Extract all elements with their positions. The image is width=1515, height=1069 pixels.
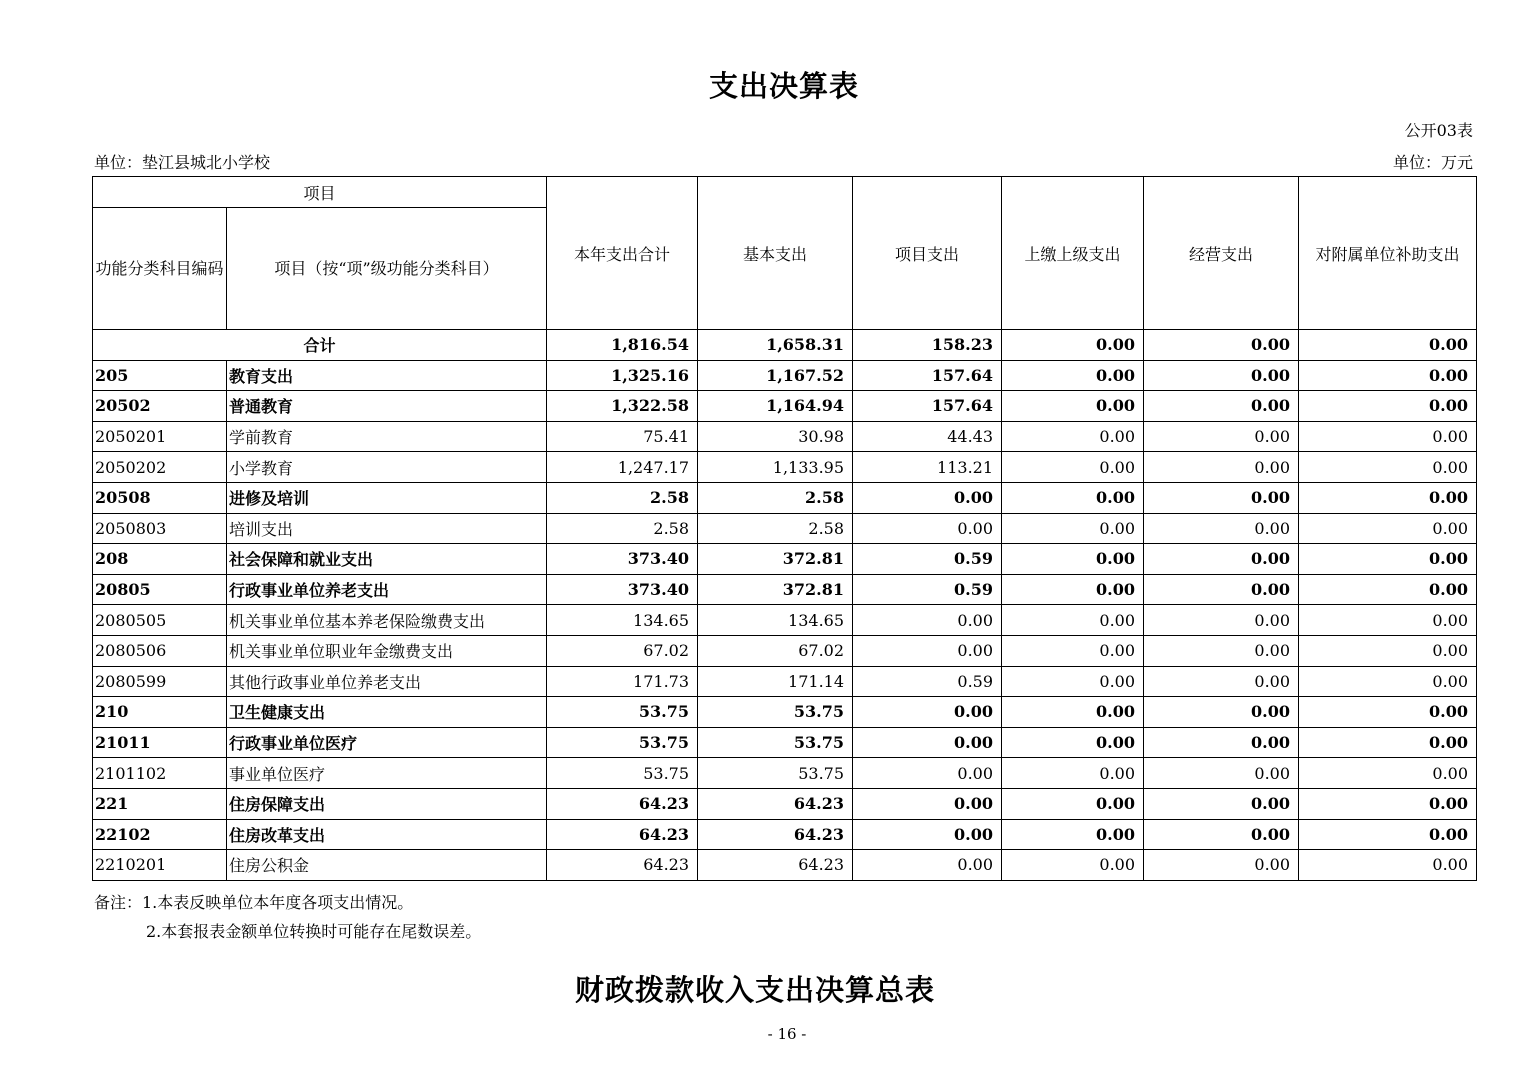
amount-cell: 0.00 bbox=[1144, 697, 1299, 728]
amount-cell: 372.81 bbox=[698, 574, 853, 605]
table-row bbox=[93, 758, 1477, 789]
note-line-2: 2.本套报表金额单位转换时可能存在尾数误差。 bbox=[146, 922, 482, 941]
func-code-cell: 21011 bbox=[93, 727, 227, 758]
amount-cell: 0.00 bbox=[1144, 850, 1299, 881]
amount-cell: 0.00 bbox=[853, 482, 1002, 513]
total-value: 1,816.54 bbox=[547, 330, 698, 361]
amount-cell: 0.00 bbox=[1299, 635, 1477, 666]
table-row bbox=[93, 574, 1477, 605]
amount-cell: 0.00 bbox=[1299, 727, 1477, 758]
amount-cell: 134.65 bbox=[547, 605, 698, 636]
amount-cell: 2.58 bbox=[547, 482, 698, 513]
page-number: - 16 - bbox=[767, 1025, 807, 1043]
func-name-cell: 小学教育 bbox=[227, 452, 547, 483]
header-project: 项目支出 bbox=[853, 177, 1002, 330]
total-value: 0.00 bbox=[1144, 330, 1299, 361]
func-name-cell: 教育支出 bbox=[227, 360, 547, 391]
amount-cell: 64.23 bbox=[547, 850, 698, 881]
amount-cell: 0.00 bbox=[1002, 666, 1144, 697]
amount-cell: 0.00 bbox=[1299, 421, 1477, 452]
amount-cell: 0.00 bbox=[1299, 574, 1477, 605]
amount-cell: 64.23 bbox=[547, 788, 698, 819]
amount-cell: 64.23 bbox=[698, 850, 853, 881]
func-name-cell: 住房公积金 bbox=[227, 850, 547, 881]
func-name-cell: 机关事业单位职业年金缴费支出 bbox=[227, 635, 547, 666]
func-code-cell: 22102 bbox=[93, 819, 227, 850]
func-name-cell: 行政事业单位医疗 bbox=[227, 727, 547, 758]
table-row bbox=[93, 391, 1477, 422]
amount-cell: 2.58 bbox=[698, 513, 853, 544]
func-name-cell: 普通教育 bbox=[227, 391, 547, 422]
table-row bbox=[93, 605, 1477, 636]
func-name-cell: 住房改革支出 bbox=[227, 819, 547, 850]
amount-cell: 1,322.58 bbox=[547, 391, 698, 422]
func-code-cell: 20805 bbox=[93, 574, 227, 605]
amount-cell: 0.00 bbox=[1299, 513, 1477, 544]
amount-cell: 157.64 bbox=[853, 391, 1002, 422]
amount-cell: 171.73 bbox=[547, 666, 698, 697]
func-name-cell: 事业单位医疗 bbox=[227, 758, 547, 789]
amount-cell: 0.00 bbox=[1299, 788, 1477, 819]
header-total: 本年支出合计 bbox=[547, 177, 698, 330]
table-row bbox=[93, 513, 1477, 544]
amount-cell: 44.43 bbox=[853, 421, 1002, 452]
total-value: 0.00 bbox=[1299, 330, 1477, 361]
amount-cell: 0.00 bbox=[853, 850, 1002, 881]
func-code-cell: 2050803 bbox=[93, 513, 227, 544]
amount-cell: 53.75 bbox=[547, 727, 698, 758]
func-code-cell: 210 bbox=[93, 697, 227, 728]
amount-cell: 0.00 bbox=[1144, 513, 1299, 544]
amount-cell: 0.00 bbox=[1299, 850, 1477, 881]
amount-cell: 0.00 bbox=[1144, 574, 1299, 605]
amount-cell: 0.00 bbox=[1299, 452, 1477, 483]
amount-cell: 0.00 bbox=[1002, 819, 1144, 850]
amount-cell: 0.00 bbox=[1144, 452, 1299, 483]
header-upper: 上缴上级支出 bbox=[1002, 177, 1144, 330]
total-value: 158.23 bbox=[853, 330, 1002, 361]
amount-cell: 0.00 bbox=[1144, 666, 1299, 697]
amount-cell: 0.00 bbox=[1299, 666, 1477, 697]
amount-cell: 1,325.16 bbox=[547, 360, 698, 391]
amount-cell: 157.64 bbox=[853, 360, 1002, 391]
table-row bbox=[93, 850, 1477, 881]
amount-cell: 171.14 bbox=[698, 666, 853, 697]
total-value: 1,658.31 bbox=[698, 330, 853, 361]
amount-cell: 0.00 bbox=[1002, 544, 1144, 575]
amount-cell: 0.00 bbox=[1299, 758, 1477, 789]
amount-cell: 0.00 bbox=[1002, 788, 1144, 819]
amount-cell: 0.00 bbox=[1002, 482, 1144, 513]
amount-cell: 0.00 bbox=[1144, 421, 1299, 452]
amount-cell: 0.00 bbox=[1002, 697, 1144, 728]
next-section-title: 财政拨款收入支出决算总表 bbox=[574, 973, 935, 1007]
header-func-code: 功能分类科目编码 bbox=[93, 208, 227, 330]
table-row bbox=[93, 360, 1477, 391]
amount-cell: 0.00 bbox=[1002, 758, 1144, 789]
amount-cell: 30.98 bbox=[698, 421, 853, 452]
func-name-cell: 住房保障支出 bbox=[227, 788, 547, 819]
func-code-cell: 2080506 bbox=[93, 635, 227, 666]
table-row bbox=[93, 421, 1477, 452]
amount-cell: 0.59 bbox=[853, 666, 1002, 697]
table-row bbox=[93, 819, 1477, 850]
amount-cell: 1,133.95 bbox=[698, 452, 853, 483]
total-label: 合计 bbox=[93, 330, 547, 361]
amount-cell: 64.23 bbox=[698, 819, 853, 850]
total-row bbox=[93, 330, 1477, 361]
table-row bbox=[93, 482, 1477, 513]
amount-cell: 0.00 bbox=[1144, 544, 1299, 575]
amount-cell: 0.00 bbox=[1002, 452, 1144, 483]
page-title: 支出决算表 bbox=[708, 69, 859, 103]
amount-cell: 53.75 bbox=[547, 758, 698, 789]
func-code-cell: 20502 bbox=[93, 391, 227, 422]
amount-cell: 372.81 bbox=[698, 544, 853, 575]
amount-cell: 0.00 bbox=[1144, 819, 1299, 850]
amount-cell: 0.00 bbox=[1002, 513, 1144, 544]
func-code-cell: 208 bbox=[93, 544, 227, 575]
table-row bbox=[93, 544, 1477, 575]
amount-cell: 0.00 bbox=[853, 635, 1002, 666]
func-name-cell: 培训支出 bbox=[227, 513, 547, 544]
func-code-cell: 221 bbox=[93, 788, 227, 819]
amount-cell: 0.00 bbox=[1002, 850, 1144, 881]
amount-cell: 0.00 bbox=[1299, 482, 1477, 513]
func-name-cell: 其他行政事业单位养老支出 bbox=[227, 666, 547, 697]
notes bbox=[94, 888, 481, 946]
header-business: 经营支出 bbox=[1144, 177, 1299, 330]
amount-cell: 1,164.94 bbox=[698, 391, 853, 422]
amount-cell: 134.65 bbox=[698, 605, 853, 636]
amount-cell: 75.41 bbox=[547, 421, 698, 452]
table-row bbox=[93, 697, 1477, 728]
amount-cell: 0.00 bbox=[1144, 758, 1299, 789]
total-value: 0.00 bbox=[1002, 330, 1144, 361]
amount-cell: 373.40 bbox=[547, 574, 698, 605]
table-row bbox=[93, 666, 1477, 697]
header-subsidy: 对附属单位补助支出 bbox=[1299, 177, 1477, 330]
func-name-cell: 卫生健康支出 bbox=[227, 697, 547, 728]
table-row bbox=[93, 635, 1477, 666]
amount-cell: 0.00 bbox=[1299, 697, 1477, 728]
amount-cell: 53.75 bbox=[547, 697, 698, 728]
amount-cell: 1,167.52 bbox=[698, 360, 853, 391]
func-code-cell: 2080599 bbox=[93, 666, 227, 697]
amount-cell: 0.00 bbox=[1002, 360, 1144, 391]
note-line-1: 备注：1.本表反映单位本年度各项支出情况。 bbox=[94, 893, 414, 912]
header-func-name: 项目（按“项”级功能分类科目） bbox=[227, 208, 547, 330]
amount-cell: 67.02 bbox=[698, 635, 853, 666]
func-name-cell: 进修及培训 bbox=[227, 482, 547, 513]
amount-cell: 53.75 bbox=[698, 697, 853, 728]
amount-cell: 0.00 bbox=[1002, 391, 1144, 422]
func-code-cell: 2210201 bbox=[93, 850, 227, 881]
amount-cell: 0.00 bbox=[1299, 391, 1477, 422]
table-row bbox=[93, 727, 1477, 758]
amount-cell: 113.21 bbox=[853, 452, 1002, 483]
amount-cell: 0.00 bbox=[853, 788, 1002, 819]
func-name-cell: 社会保障和就业支出 bbox=[227, 544, 547, 575]
amount-cell: 0.00 bbox=[853, 819, 1002, 850]
table-row bbox=[93, 788, 1477, 819]
func-name-cell: 学前教育 bbox=[227, 421, 547, 452]
amount-cell: 0.00 bbox=[1144, 360, 1299, 391]
amount-cell: 0.00 bbox=[1299, 605, 1477, 636]
amount-cell: 0.00 bbox=[853, 697, 1002, 728]
func-name-cell: 机关事业单位基本养老保险缴费支出 bbox=[227, 605, 547, 636]
func-code-cell: 20508 bbox=[93, 482, 227, 513]
amount-cell: 0.00 bbox=[853, 605, 1002, 636]
header-project-group: 项目 bbox=[93, 177, 547, 208]
amount-cell: 0.00 bbox=[1002, 727, 1144, 758]
amount-cell: 53.75 bbox=[698, 727, 853, 758]
amount-cell: 0.00 bbox=[1144, 605, 1299, 636]
func-code-cell: 2050201 bbox=[93, 421, 227, 452]
header-basic: 基本支出 bbox=[698, 177, 853, 330]
amount-cell: 53.75 bbox=[698, 758, 853, 789]
amount-cell: 67.02 bbox=[547, 635, 698, 666]
amount-cell: 0.00 bbox=[1299, 360, 1477, 391]
amount-cell: 0.00 bbox=[853, 758, 1002, 789]
amount-cell: 64.23 bbox=[547, 819, 698, 850]
amount-cell: 0.59 bbox=[853, 544, 1002, 575]
func-code-cell: 2050202 bbox=[93, 452, 227, 483]
amount-cell: 0.00 bbox=[853, 727, 1002, 758]
amount-cell: 0.00 bbox=[1144, 391, 1299, 422]
amount-cell: 0.00 bbox=[1144, 788, 1299, 819]
amount-cell: 1,247.17 bbox=[547, 452, 698, 483]
amount-cell: 0.00 bbox=[853, 513, 1002, 544]
amount-cell: 0.00 bbox=[1144, 727, 1299, 758]
amount-cell: 0.00 bbox=[1002, 605, 1144, 636]
amount-cell: 64.23 bbox=[698, 788, 853, 819]
amount-cell: 0.59 bbox=[853, 574, 1002, 605]
table-code-label: 公开03表 bbox=[1404, 121, 1473, 140]
amount-cell: 0.00 bbox=[1002, 421, 1144, 452]
amount-cell: 0.00 bbox=[1144, 635, 1299, 666]
table-row bbox=[93, 452, 1477, 483]
func-code-cell: 2101102 bbox=[93, 758, 227, 789]
amount-cell: 0.00 bbox=[1299, 819, 1477, 850]
amount-cell: 373.40 bbox=[547, 544, 698, 575]
amount-cell: 0.00 bbox=[1002, 635, 1144, 666]
func-code-cell: 205 bbox=[93, 360, 227, 391]
func-name-cell: 行政事业单位养老支出 bbox=[227, 574, 547, 605]
amount-cell: 0.00 bbox=[1299, 544, 1477, 575]
unit-name-label: 单位：垫江县城北小学校 bbox=[94, 153, 271, 172]
amount-cell: 2.58 bbox=[698, 482, 853, 513]
currency-unit-label: 单位：万元 bbox=[1392, 153, 1473, 172]
amount-cell: 0.00 bbox=[1002, 574, 1144, 605]
amount-cell: 0.00 bbox=[1144, 482, 1299, 513]
expenditure-table bbox=[92, 176, 1477, 881]
func-code-cell: 2080505 bbox=[93, 605, 227, 636]
amount-cell: 2.58 bbox=[547, 513, 698, 544]
